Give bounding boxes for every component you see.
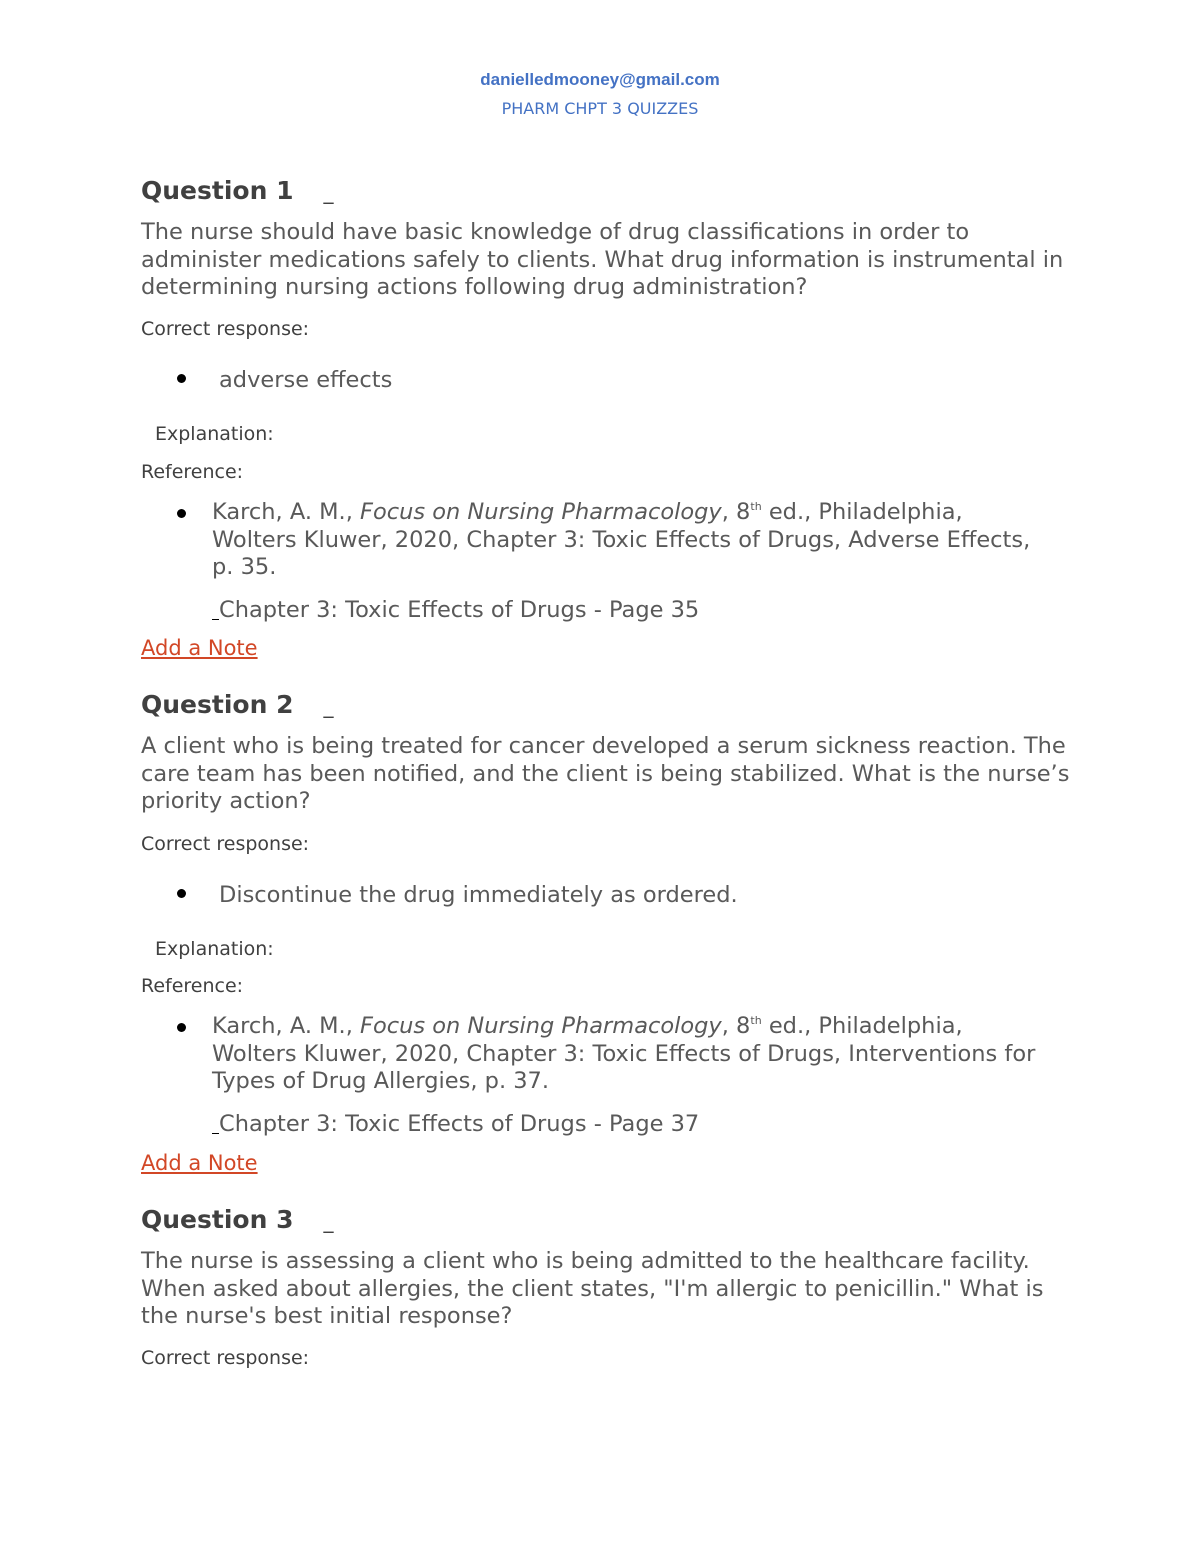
question-text: The nurse should have basic knowledge of drug classifications in order to administer medications safely to clients. What drug information is instrumental in determining nursing actions following drug administration? — [141, 219, 1064, 300]
bullet-icon — [177, 1023, 186, 1032]
book-title: Focus on Nursing Pharmacology — [360, 499, 722, 525]
correct-response-label: Correct response: — [141, 1347, 310, 1369]
bullet-icon — [177, 509, 186, 518]
bullet-icon — [177, 889, 186, 898]
question-heading — [141, 690, 333, 719]
chapter-link[interactable]: Chapter 3: Toxic Effects of Drugs - Page 37 — [212, 1111, 699, 1137]
add-note-link[interactable]: Add a Note — [141, 636, 258, 660]
reference-citation: Karch, A. M., Focus on Nursing Pharmacology, 8th ed., Philadelphia, Wolters Kluwer, 2020, Chapter 3: Toxic Effects of Drugs, Adverse Effects, p. 35. — [212, 499, 1031, 580]
question-separator: _ — [323, 180, 334, 204]
correct-response-label: Correct response: — [141, 318, 310, 340]
book-title: Focus on Nursing Pharmacology — [360, 1013, 722, 1039]
reference-label: Reference: — [141, 461, 244, 483]
link-underscore — [212, 597, 219, 620]
question-heading — [141, 176, 333, 205]
question-title: Question 2 — [141, 690, 294, 719]
correct-answer: adverse effects — [219, 367, 393, 393]
question-separator: _ — [323, 694, 334, 718]
reference-label: Reference: — [141, 975, 244, 997]
correct-answer: Discontinue the drug immediately as ordered. — [219, 882, 738, 908]
question-text: A client who is being treated for cancer developed a serum sickness reaction. The care team has been notified, and the client is being stabilized. What is the nurse’s priority action? — [141, 733, 1070, 814]
explanation-label: Explanation: — [155, 423, 274, 445]
header-email: danielledmooney@gmail.com — [480, 70, 720, 89]
add-note-link[interactable]: Add a Note — [141, 1151, 258, 1175]
bullet-icon — [177, 374, 186, 383]
explanation-label: Explanation: — [155, 938, 274, 960]
question-title: Question 3 — [141, 1205, 294, 1234]
link-underscore — [212, 1111, 219, 1134]
question-heading — [141, 1205, 333, 1234]
question-title: Question 1 — [141, 176, 294, 205]
chapter-link[interactable]: Chapter 3: Toxic Effects of Drugs - Page 35 — [212, 597, 699, 623]
header-title: PHARM CHPT 3 QUIZZES — [501, 99, 699, 118]
question-separator: _ — [323, 1209, 334, 1233]
question-text: The nurse is assessing a client who is being admitted to the healthcare facility. When asked about allergies, the client states, "I'm allergic to penicillin." What is the nurse's best initial response? — [141, 1248, 1044, 1329]
correct-response-label: Correct response: — [141, 833, 310, 855]
reference-citation: Karch, A. M., Focus on Nursing Pharmacology, 8th ed., Philadelphia, Wolters Kluwer, 2020, Chapter 3: Toxic Effects of Drugs, Interventions for Types of Drug Allergies, p. 37. — [212, 1013, 1036, 1094]
